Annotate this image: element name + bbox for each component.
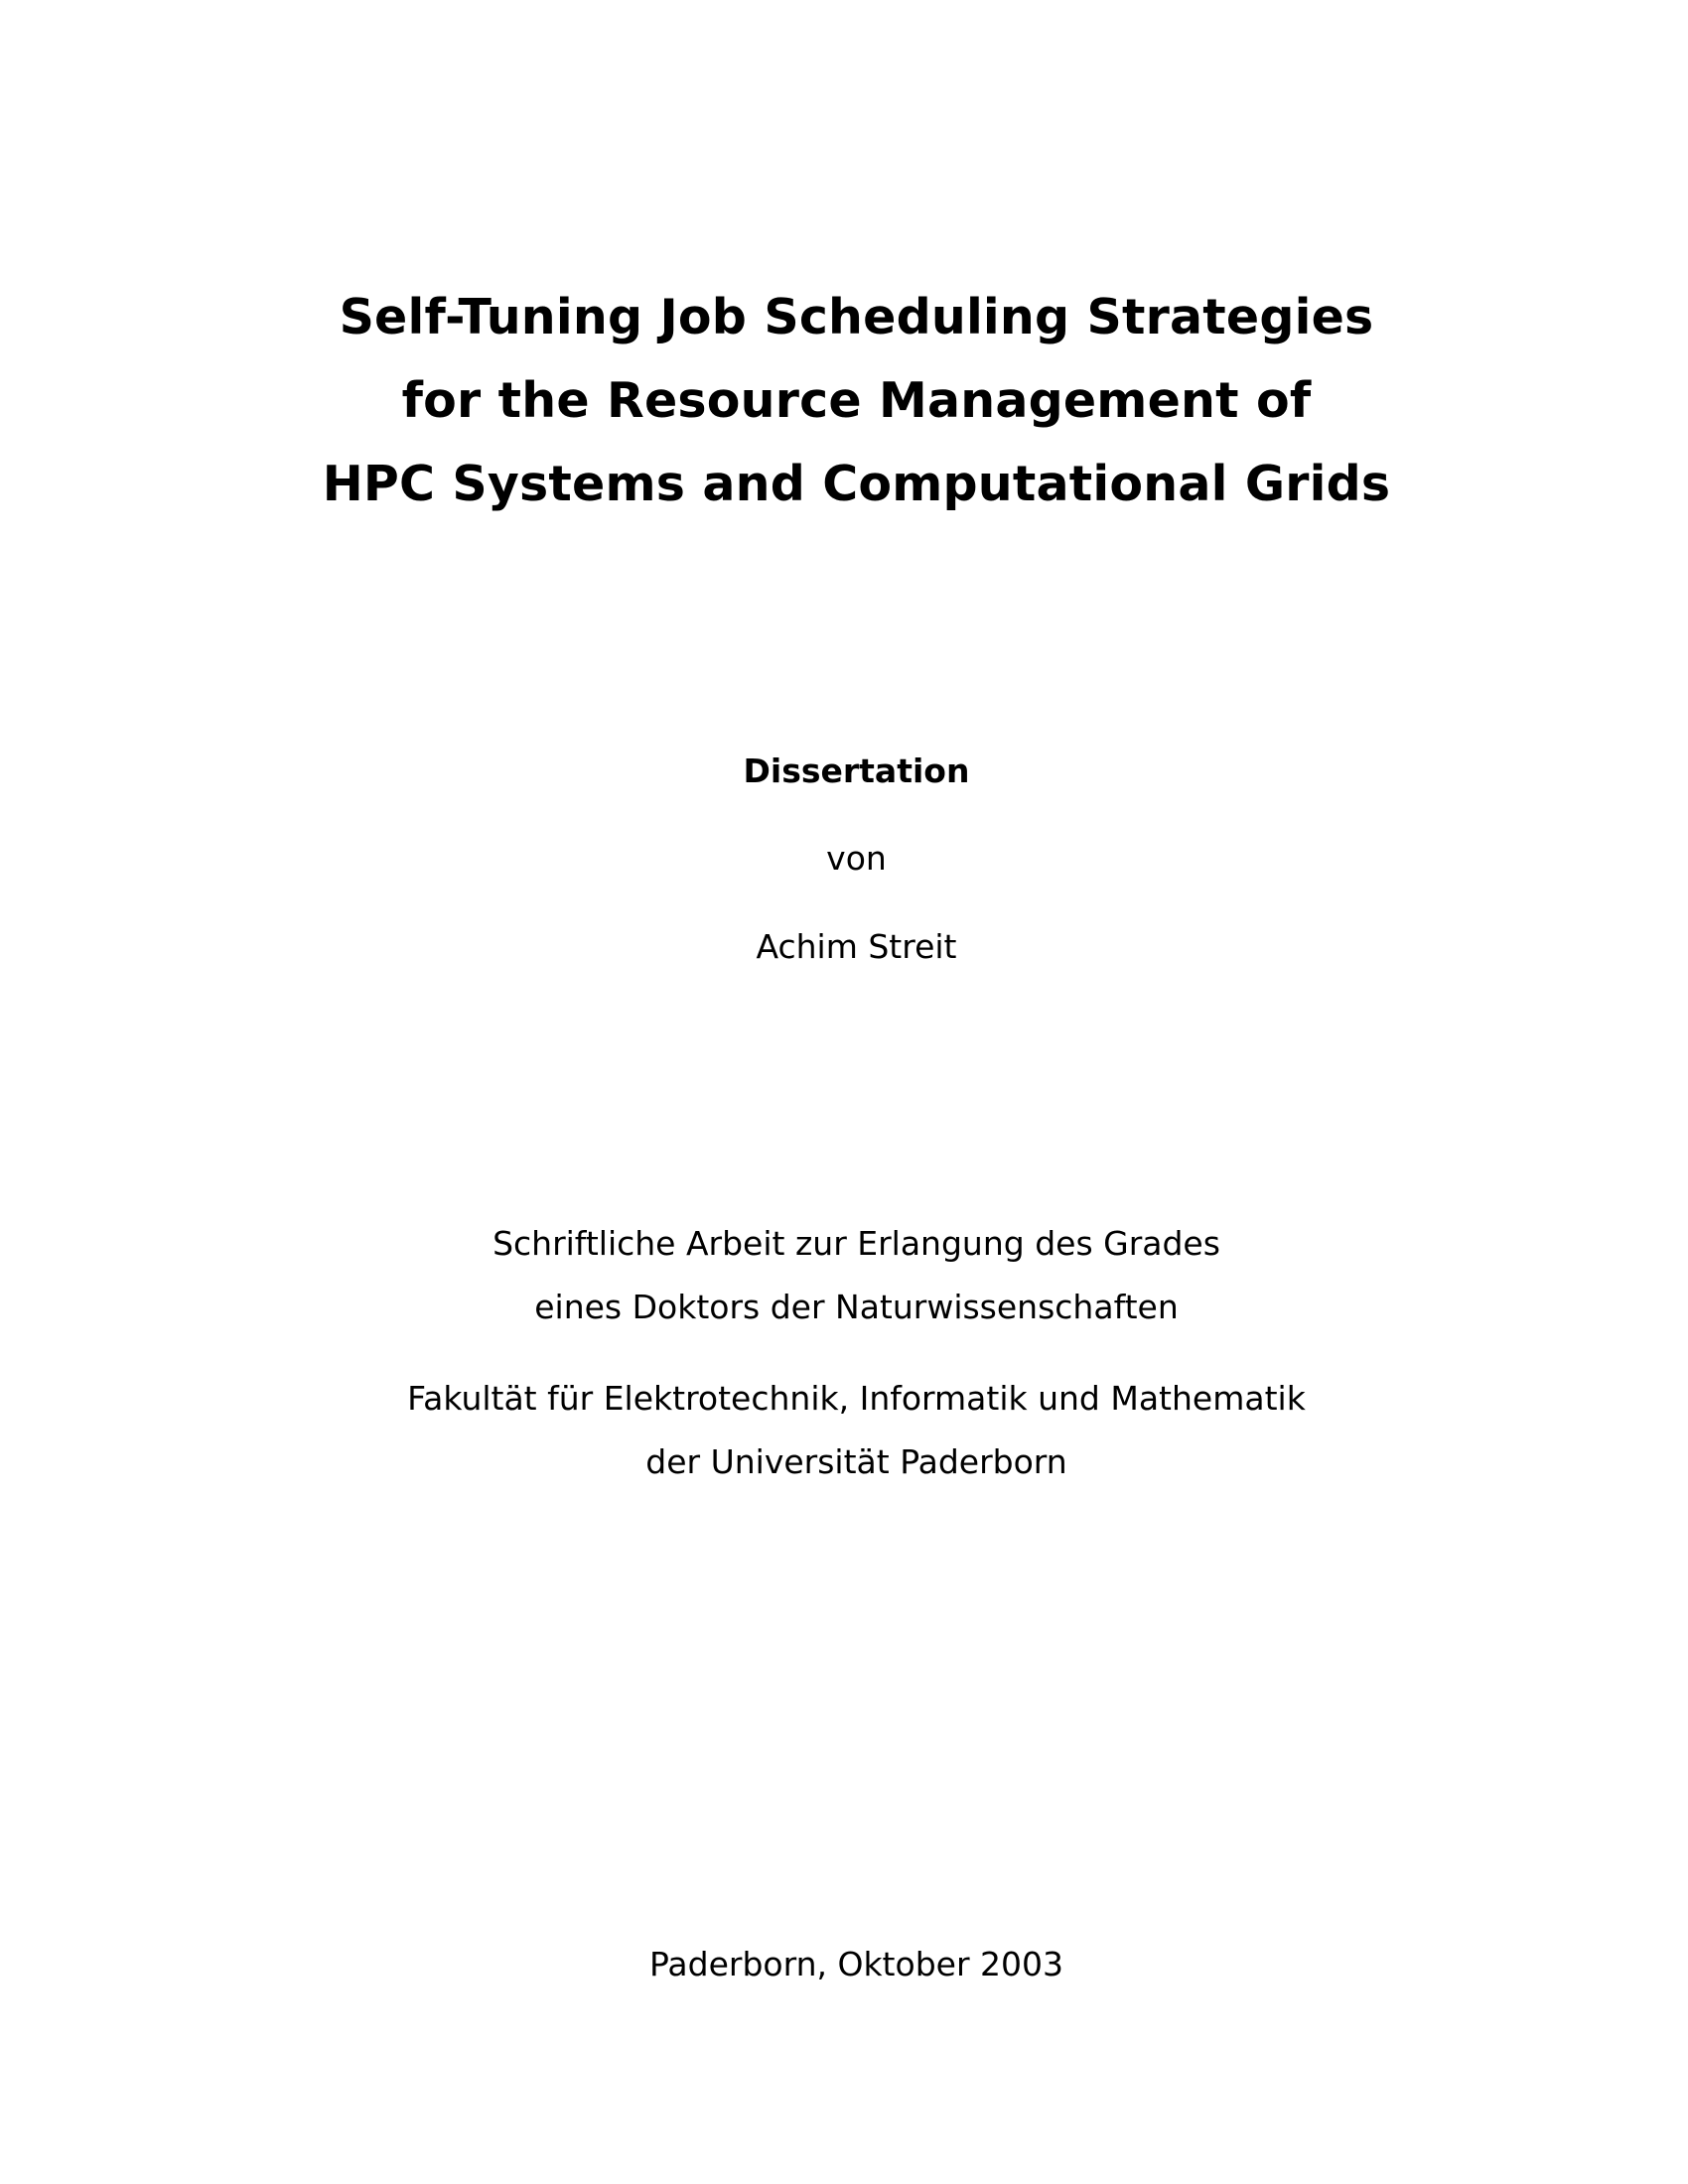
- title-line-2: for the Resource Management of: [401, 372, 1312, 429]
- purpose-line-2: eines Doktors der Naturwissenschaften: [534, 1288, 1179, 1326]
- purpose-line-1: Schriftliche Arbeit zur Erlangung des Grades: [492, 1224, 1220, 1263]
- place-and-date: Paderborn, Oktober 2003: [649, 1945, 1063, 1983]
- author-name: Achim Streit: [756, 927, 957, 966]
- degree-purpose: [0, 1212, 1688, 1339]
- document-type: Dissertation: [743, 751, 970, 790]
- title-line-3: HPC Systems and Computational Grids: [322, 456, 1391, 512]
- by-label: von: [826, 839, 887, 878]
- thesis-title: [0, 276, 1688, 526]
- institution-line-2: der Universität Paderborn: [645, 1442, 1067, 1481]
- title-line-1: Self-Tuning Job Scheduling Strategies: [339, 289, 1374, 345]
- institution-line-1: Fakultät für Elektrotechnik, Informatik und Mathematik: [407, 1379, 1306, 1418]
- institution: [0, 1367, 1688, 1494]
